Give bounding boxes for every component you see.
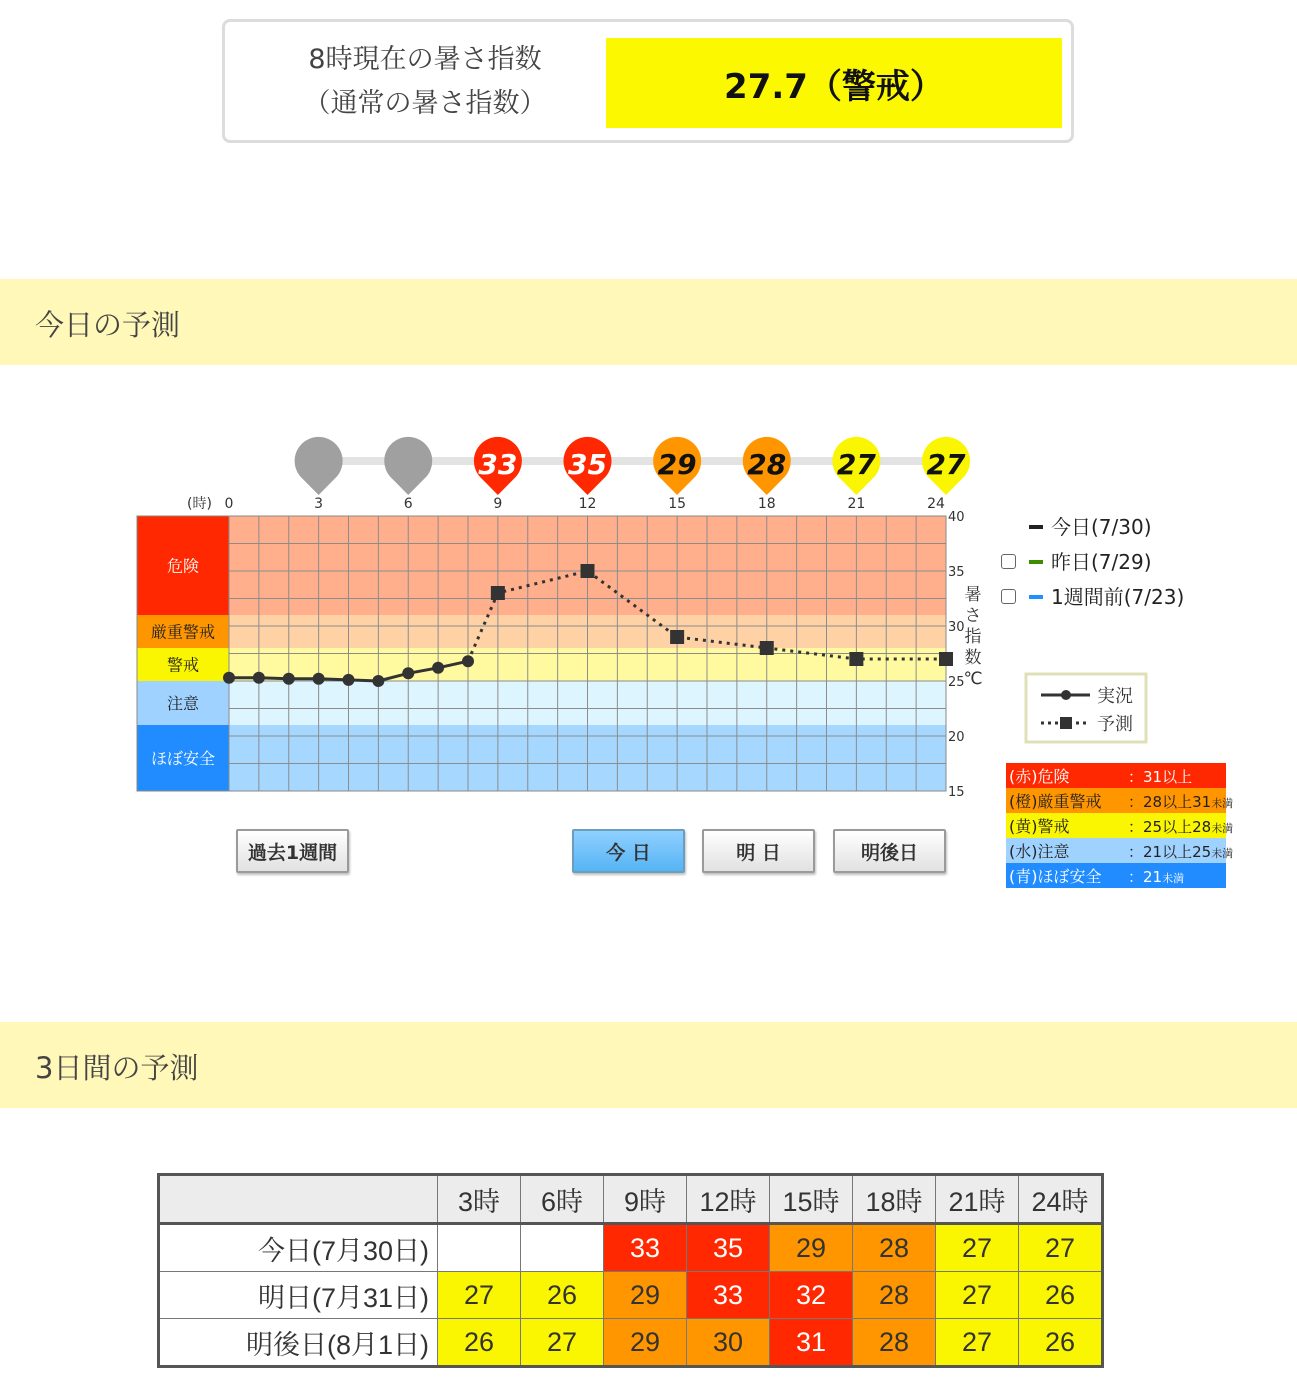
actual-point-0	[223, 672, 235, 684]
band-label-0: 危険	[166, 556, 200, 576]
actual-point-1	[253, 672, 265, 684]
section-title-today: 今日の予測	[35, 308, 181, 342]
y-tick-40: 40	[948, 510, 965, 525]
current-wbgt-value: 27.7（警戒）	[606, 38, 1062, 128]
forecast-point-9	[491, 586, 505, 600]
table-cell: 30	[687, 1319, 770, 1367]
x-tick-21: 21	[847, 496, 866, 512]
table-cell: 26	[438, 1319, 521, 1367]
level-key-name-0: (赤)危険	[1009, 767, 1070, 786]
actual-point-8	[462, 655, 474, 667]
past-week-button[interactable]: 過去1週間	[236, 829, 349, 873]
forecast-point-18	[760, 641, 774, 655]
level-key-name-3: (水)注意	[1009, 842, 1070, 861]
table-cell: 27	[438, 1272, 521, 1319]
level-key-tail-1: 未満	[1211, 797, 1234, 810]
legend-actual-label: 実況	[1097, 686, 1133, 707]
x-tick-15: 15	[668, 496, 687, 512]
day-after-tomorrow-button[interactable]: 明後日	[833, 829, 946, 873]
table-header-5: 18時	[853, 1175, 936, 1224]
table-header-4: 15時	[770, 1175, 853, 1224]
marker-value-24: 27	[926, 448, 966, 481]
actual-point-2	[283, 673, 295, 685]
marker-18	[743, 437, 791, 495]
section-header-today	[0, 279, 1297, 365]
band-label-1: 厳重警戒	[150, 622, 216, 642]
marker-6	[384, 437, 432, 495]
table-cell: 27	[936, 1272, 1019, 1319]
x-tick-3: 3	[314, 496, 324, 512]
current-label-line2: （通常の暑さ指数）	[303, 88, 547, 119]
section-title-three-day: 3日間の予測	[35, 1051, 199, 1085]
legend-day-label-1: 昨日(7/29)	[1051, 550, 1152, 574]
table-cell: 27	[936, 1319, 1019, 1367]
table-cell: 32	[770, 1272, 853, 1319]
tomorrow-button[interactable]: 明 日	[702, 829, 815, 873]
legend-day-label-0: 今日(7/30)	[1051, 515, 1152, 539]
table-cell: 26	[1019, 1272, 1103, 1319]
actual-point-6	[402, 667, 414, 679]
actual-point-7	[432, 662, 444, 674]
x-label: (時)	[187, 496, 212, 512]
table-cell: 26	[1019, 1319, 1103, 1367]
table-corner-cell	[159, 1175, 438, 1224]
marker-pin-6	[384, 437, 432, 495]
legend-forecast-label: 予測	[1097, 714, 1133, 735]
table-row	[159, 1272, 1103, 1319]
x-tick-24: 24	[927, 496, 945, 512]
table-header-row	[159, 1175, 1103, 1224]
table-row	[159, 1319, 1103, 1367]
table-cell	[438, 1224, 521, 1272]
y-label-char-0: 暑	[964, 585, 982, 605]
table-cell: 28	[853, 1272, 936, 1319]
y-tick-25: 25	[948, 675, 965, 690]
actual-point-5	[372, 675, 384, 687]
legend-forecast-square	[1060, 717, 1072, 729]
table-cell: 31	[770, 1319, 853, 1367]
x-tick-9: 9	[493, 496, 503, 512]
marker-value-9: 33	[478, 448, 518, 481]
marker-pin-3	[295, 437, 343, 495]
x-tick-18: 18	[757, 496, 776, 512]
table-header-0: 3時	[438, 1175, 521, 1224]
y-tick-30: 30	[948, 620, 965, 635]
forecast-point-21	[849, 652, 863, 666]
legend-actual-dot	[1061, 690, 1071, 700]
table-row-label: 今日(7月30日)	[159, 1224, 438, 1272]
forecast-point-12	[581, 564, 595, 578]
table-cell: 29	[604, 1319, 687, 1367]
marker-21	[832, 437, 880, 495]
table-cell: 35	[687, 1224, 770, 1272]
x-tick-0: 0	[224, 496, 234, 512]
legend-day-label-2: 1週間前(7/23)	[1051, 585, 1185, 609]
three-day-forecast-table	[157, 1173, 1104, 1368]
marker-12	[564, 437, 612, 495]
y-label-char-3: 数	[964, 648, 982, 668]
table-cell: 26	[521, 1272, 604, 1319]
table-row-label: 明後日(8月1日)	[159, 1319, 438, 1367]
level-key-tail-4: 未満	[1162, 872, 1185, 885]
table-cell	[521, 1224, 604, 1272]
marker-15	[653, 437, 701, 495]
current-label-line1: 8時現在の暑さ指数	[308, 44, 542, 75]
level-key-name-4: (青)ほぼ安全	[1009, 867, 1102, 886]
x-tick-6: 6	[403, 496, 413, 512]
today-button[interactable]: 今 日	[572, 829, 685, 873]
y-tick-20: 20	[948, 730, 965, 745]
table-header-3: 12時	[687, 1175, 770, 1224]
y-label-char-2: 指	[964, 627, 982, 647]
level-key-range-1: ：28以上31	[1128, 793, 1212, 811]
x-tick-12: 12	[578, 496, 597, 512]
actual-point-4	[343, 674, 355, 686]
table-cell: 29	[604, 1272, 687, 1319]
forecast-point-15	[670, 630, 684, 644]
table-cell: 33	[604, 1224, 687, 1272]
current-wbgt-box	[222, 19, 1074, 143]
yesterday-checkbox[interactable]	[1001, 554, 1016, 569]
last-week-checkbox[interactable]	[1001, 589, 1016, 604]
actual-point-3	[313, 673, 325, 685]
marker-value-18: 28	[747, 448, 787, 481]
table-cell: 28	[853, 1224, 936, 1272]
marker-24	[922, 437, 970, 495]
table-header-2: 9時	[604, 1175, 687, 1224]
table-header-1: 6時	[521, 1175, 604, 1224]
marker-value-12: 35	[568, 448, 607, 481]
level-key-name-1: (橙)厳重警戒	[1009, 792, 1102, 811]
y-label-char-4: ℃	[963, 669, 983, 689]
level-key-range-3: ：21以上25	[1128, 843, 1212, 861]
table-cell: 29	[770, 1224, 853, 1272]
current-wbgt-label	[255, 38, 595, 126]
table-cell: 33	[687, 1272, 770, 1319]
band-label-2: 警戒	[166, 655, 200, 675]
level-key-tail-2: 未満	[1211, 822, 1234, 835]
table-header-6: 21時	[936, 1175, 1019, 1224]
level-key-tail-3: 未満	[1211, 847, 1234, 860]
marker-9	[474, 437, 522, 495]
level-key-range-2: ：25以上28	[1128, 818, 1212, 836]
table-cell: 28	[853, 1319, 936, 1367]
table-cell: 27	[936, 1224, 1019, 1272]
table-header-7: 24時	[1019, 1175, 1103, 1224]
section-header-three-day	[0, 1022, 1297, 1108]
table-row	[159, 1224, 1103, 1272]
level-key-range-4: ：21	[1128, 868, 1163, 886]
level-key-4	[1009, 867, 1184, 886]
table-row-label: 明日(7月31日)	[159, 1272, 438, 1319]
marker-value-21: 27	[836, 448, 876, 481]
table-cell: 27	[521, 1319, 604, 1367]
y-tick-15: 15	[948, 785, 965, 800]
forecast-point-24	[939, 652, 953, 666]
y-tick-35: 35	[948, 565, 965, 580]
level-key-range-0: ：31以上	[1128, 768, 1193, 786]
level-key-name-2: (黄)警戒	[1009, 817, 1070, 836]
y-label-char-1: さ	[964, 606, 982, 626]
marker-3	[295, 437, 343, 495]
marker-value-15: 29	[657, 448, 697, 481]
band-label-4: ほぼ安全	[150, 749, 216, 768]
table-cell: 27	[1019, 1224, 1103, 1272]
band-label-3: 注意	[166, 694, 200, 713]
